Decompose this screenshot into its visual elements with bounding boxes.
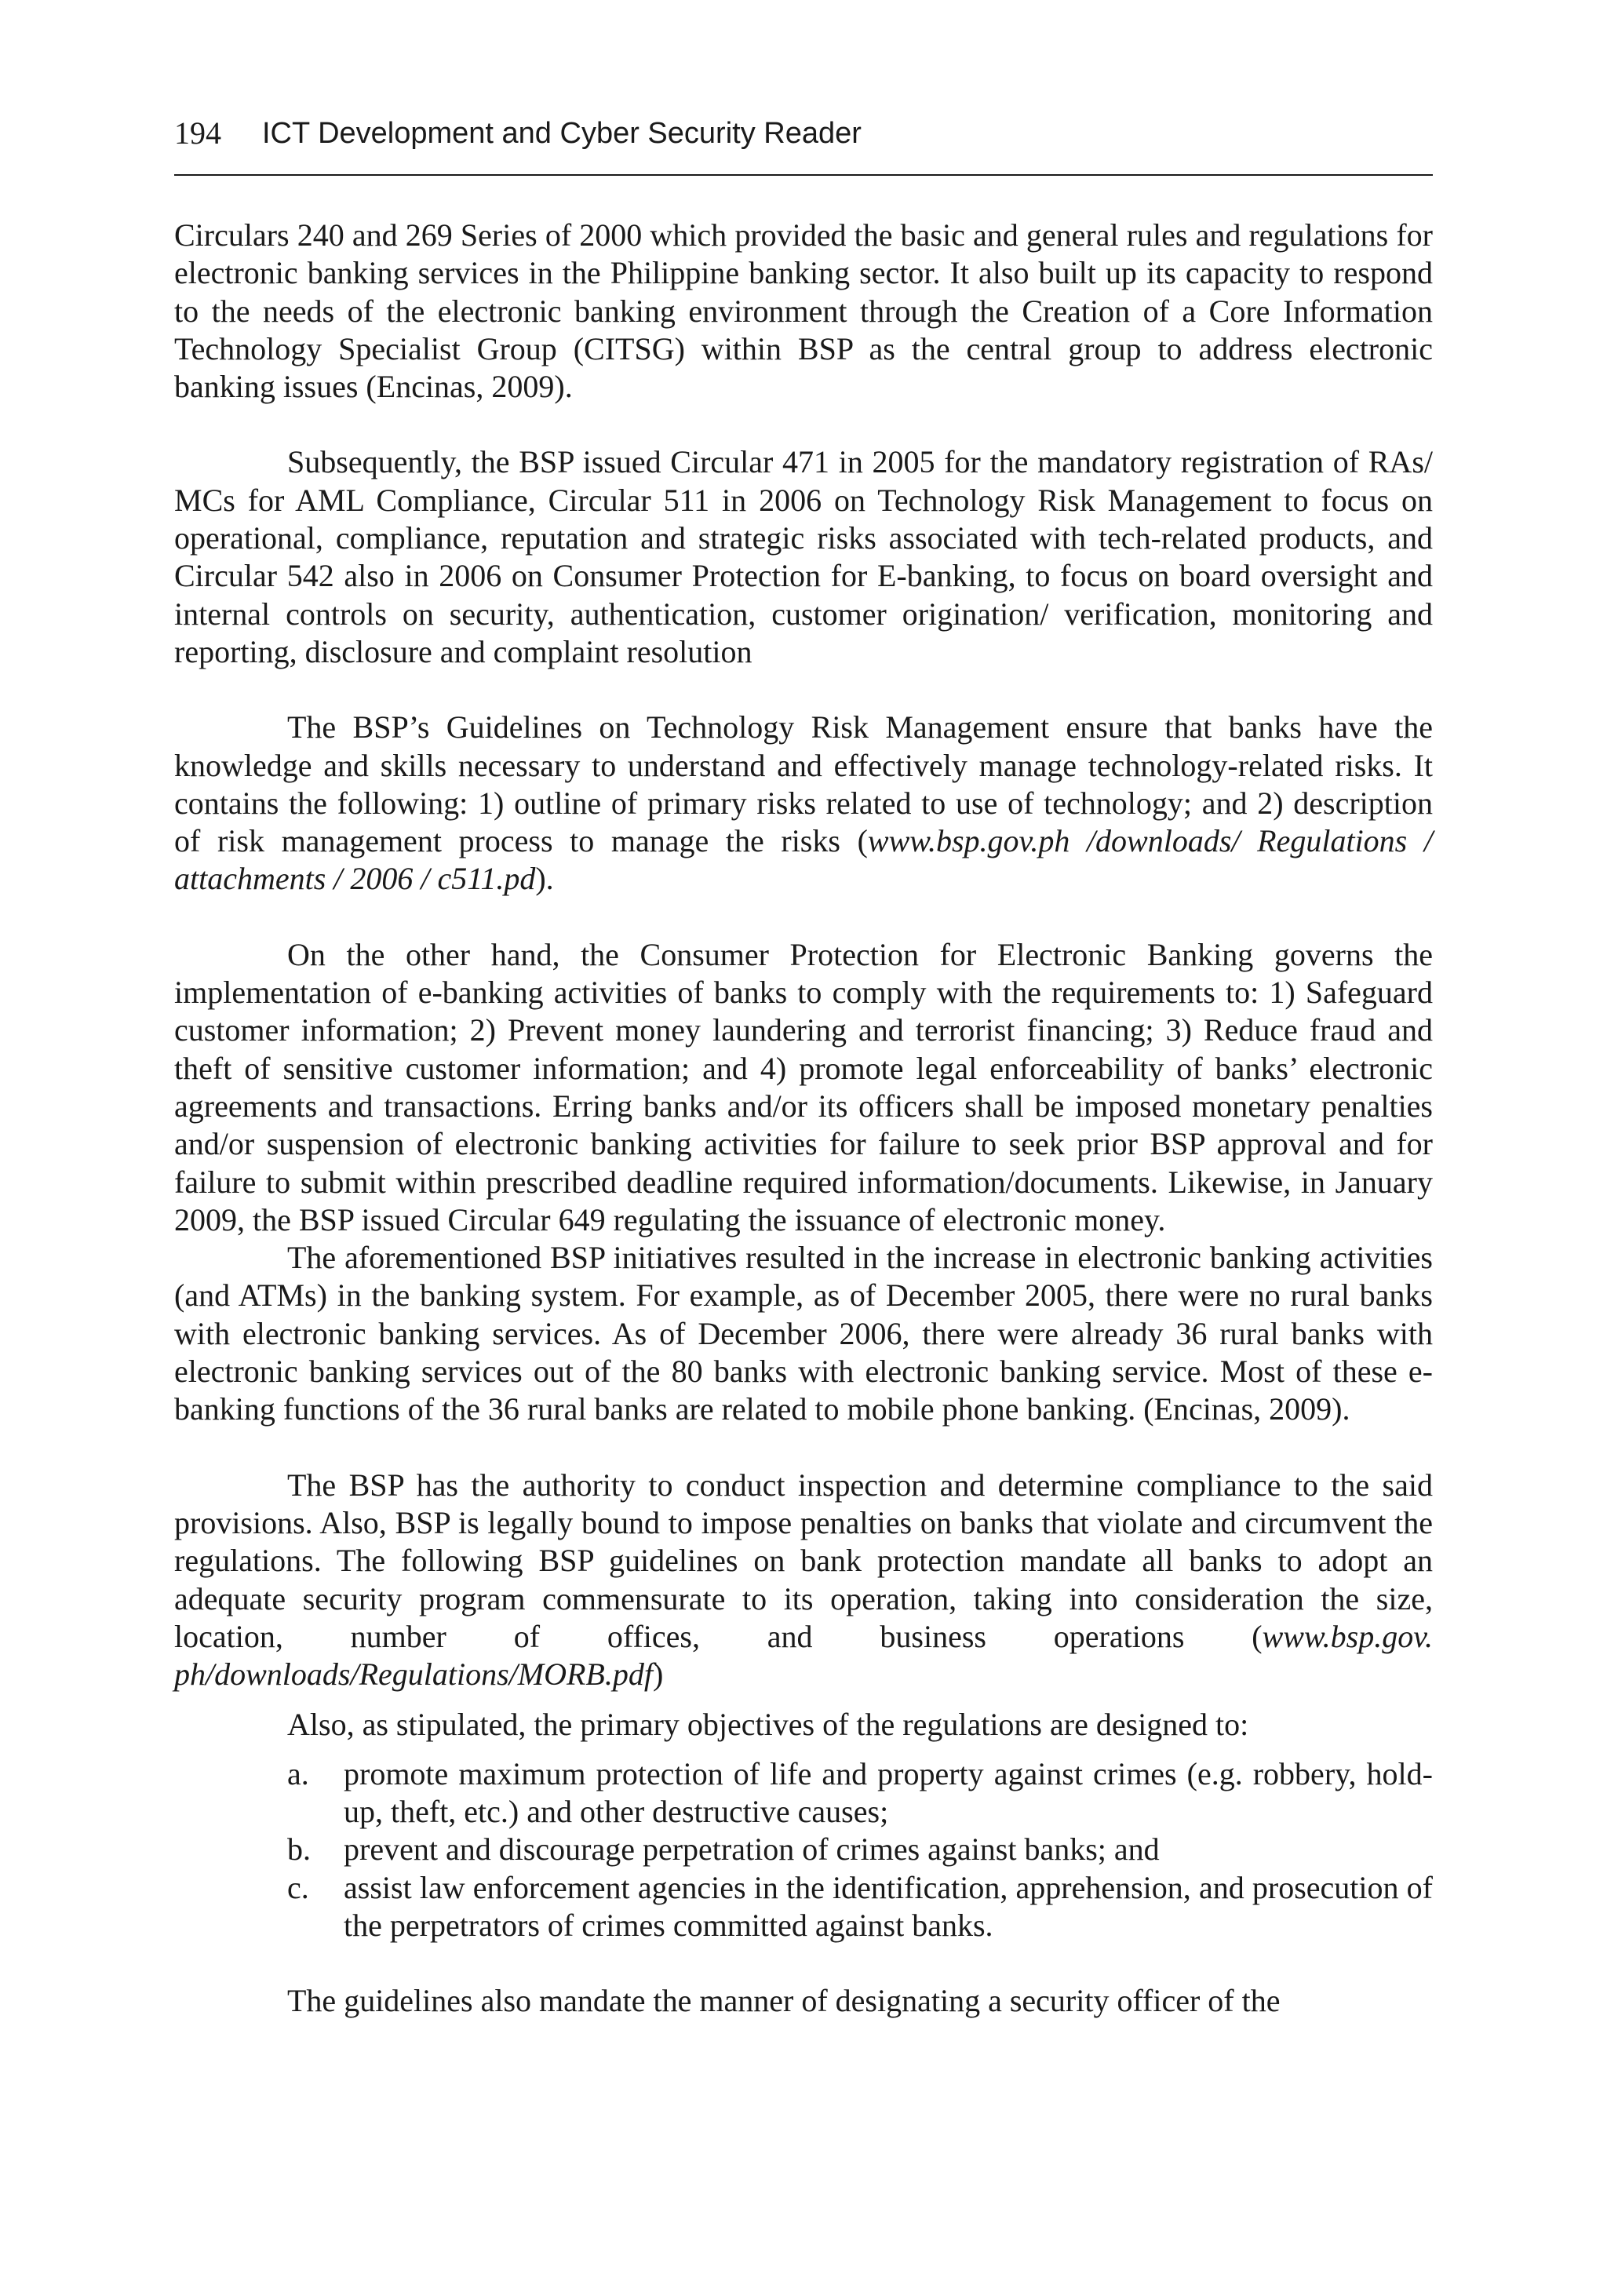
list-item [174, 1755, 1433, 1831]
paragraph-3-link[interactable]: www.bsp.gov.ph /downloads/ Regulations / attachments / 2006 / c511.pd [174, 823, 1433, 897]
page-header [174, 110, 1430, 157]
paragraph-8: The guidelines also mandate the manner of designating a security officer of the [287, 1983, 1281, 2019]
paragraph-1: Circulars 240 and 269 Series of 2000 which provided the basic and general rules and regulations for electronic banking services in the Philippine banking sector. It also built up its capacity to respond to the needs of the electronic banking environment through the Creation of a Core Information Technology Specialist Group (CITSG) within BSP as the central group to address electronic banking issues (Encinas, 2009). [174, 217, 1433, 405]
running-title: ICT Development and Cyber Security Reader [262, 117, 862, 150]
list-marker: c. [287, 1869, 309, 1905]
list-marker: b. [287, 1831, 311, 1868]
page-number: 194 [174, 115, 221, 151]
list-item-text: assist law enforcement agencies in the identification, apprehension, and prosecution of the perpetrators of crimes committed against banks. [344, 1869, 1433, 1943]
paragraph-5: The aforementioned BSP initiatives resulted in the increase in electronic banking activities (and ATMs) in the banking system. For example, as of December 2005, there were no rural banks with electronic banking services. As of December 2006, there were already 36 rural banks with electronic banking services out of the 80 banks with electronic banking service. Most of these e-banking functions of the 36 rural banks are related to mobile phone banking. (Encinas, 2009). [174, 1240, 1433, 1427]
header-rule [174, 174, 1433, 176]
paragraph-3 [174, 709, 1433, 898]
objectives-list [174, 1755, 1433, 1944]
paragraph-7: Also, as stipulated, the primary objectives of the regulations are designed to: [287, 1707, 1249, 1743]
paragraph-6-link[interactable]: www.bsp.gov. ph/downloads/Regulations/MORB.pdf [174, 1618, 1433, 1693]
list-item [174, 1869, 1433, 1945]
paragraph-6 [174, 1467, 1433, 1694]
paragraph-2: Subsequently, the BSP issued Circular 471 in 2005 for the mandatory registration of RAs/ MCs for AML Compliance, Circular 511 in 2006 on Technology Risk Management to focus on operational, compliance, reputation and strategic risks associated with tech-related products, and Circular 542 also in 2006 on Consumer Protection for E-banking, to focus on board oversight and internal controls on security, authentication, customer origination/ verification, monitoring and reporting, disclosure and complaint resolution [174, 444, 1433, 669]
list-item [174, 1831, 1433, 1868]
list-item-text: promote maximum protection of life and property against crimes (e.g. robbery, hold-up, theft, etc.) and other destructive causes; [344, 1755, 1433, 1829]
list-item-text: prevent and discourage perpetration of crimes against banks; and [344, 1831, 1160, 1868]
body-text [174, 217, 1433, 2020]
paragraph-6-end: ) [652, 1656, 664, 1693]
paragraph-3-end: ). [535, 861, 554, 897]
list-marker: a. [287, 1755, 309, 1791]
paragraph-3-text: The BSP’s Guidelines on Technology Risk Management ensure that banks have the knowledge and skills necessary to understand and effectively manage technology-related risks. It contains the following: 1) outline of primary risks related to use of technology; and 2) description of risk management process to manage the risks ( [174, 709, 1433, 859]
paragraph-4: On the other hand, the Consumer Protection for Electronic Banking governs the implementation of e-banking activities of banks to comply with the requirements to: 1) Safeguard customer information; 2) Prevent money laundering and terrorist financing; 3) Reduce fraud and theft of sensitive customer information; and 4) promote legal enforceability of banks’ electronic agreements and transactions. Erring banks and/or its officers shall be imposed monetary penalties and/or suspension of electronic banking activities for failure to seek prior BSP approval and for failure to submit within prescribed deadline required information/documents. Likewise, in January 2009, the BSP issued Circular 649 regulating the issuance of electronic money. [174, 936, 1433, 1237]
paragraph-6-text: The BSP has the authority to conduct inspection and determine compliance to the said provisions. Also, BSP is legally bound to impose penalties on banks that violate and circumvent the regulations. The following BSP guidelines on bank protection mandate all banks to adopt an adequate security program commensurate to its operation, taking into consideration the size, location, number of offices, and business operations ( [174, 1467, 1433, 1654]
